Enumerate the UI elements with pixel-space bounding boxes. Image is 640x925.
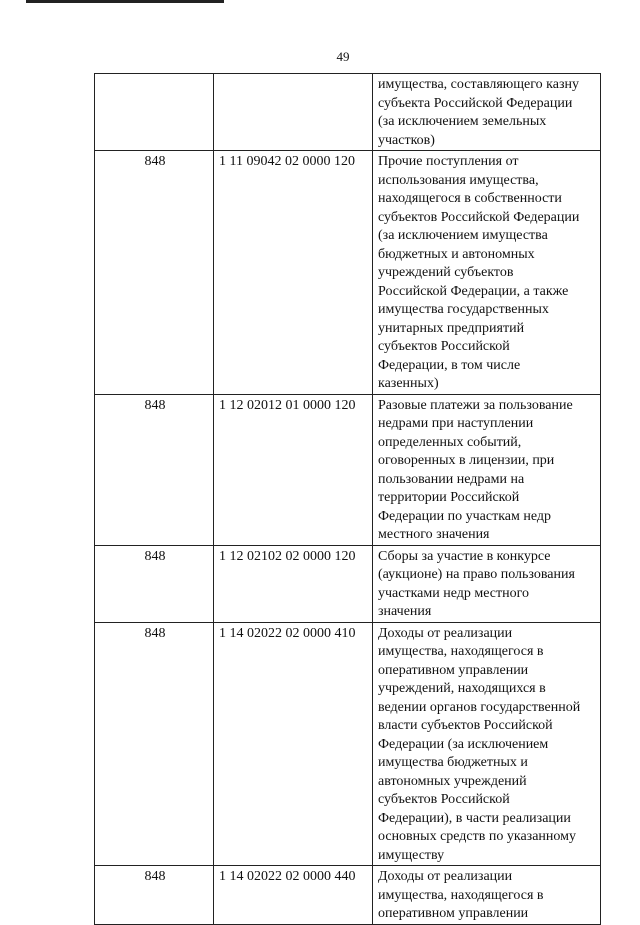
- description-line: Федерации, в том числе: [378, 357, 521, 373]
- description-line: автономных учреждений: [378, 773, 527, 789]
- description-line: субъектов Российской: [378, 792, 510, 807]
- description-line: Федерации по участкам недр: [378, 508, 552, 524]
- description-line: (аукционе) на право пользования: [378, 567, 575, 582]
- description-line: Сборы за участие в конкурсе: [378, 548, 551, 564]
- page-number: 49: [336, 49, 350, 64]
- description-line: имущества государственных: [378, 302, 549, 317]
- description-cell: [373, 151, 601, 395]
- description-line: учреждений субъектов: [378, 265, 514, 280]
- description-line: имущества, составляющего казну: [378, 77, 579, 92]
- description-line: Российской Федерации, а также: [378, 283, 569, 299]
- description-line: недрами при наступлении: [378, 416, 534, 431]
- description-cell: [373, 866, 601, 925]
- table-row: [95, 74, 601, 151]
- admin-code-cell: 848: [95, 622, 214, 866]
- admin-code-cell: 848: [95, 151, 214, 395]
- description-line: участками недр местного: [378, 585, 530, 601]
- description-line: казенных): [378, 376, 439, 391]
- table-row: [95, 622, 601, 866]
- description-line: основных средств по указанному: [378, 829, 576, 844]
- kbk-code-cell: 1 12 02012 01 0000 120: [214, 394, 373, 545]
- description-cell: [373, 545, 601, 622]
- description-line: определенных событий,: [378, 434, 522, 450]
- description-line: (за исключением земельных: [378, 114, 547, 129]
- table-row: [95, 545, 601, 622]
- description-line: Доходы от реализации: [378, 625, 513, 641]
- kbk-code-cell: 1 14 02022 02 0000 440: [214, 866, 373, 925]
- description-line: Федерации (за исключением: [378, 736, 549, 752]
- description-line: субъектов Российской Федерации: [378, 209, 580, 225]
- description-line: оперативном управлении: [378, 906, 529, 921]
- description-line: власти субъектов Российской: [378, 718, 553, 733]
- table-row: [95, 394, 601, 545]
- revenue-codes-table: [94, 73, 601, 925]
- kbk-code-cell: 1 14 02022 02 0000 410: [214, 622, 373, 866]
- description-line: пользовании недрами на: [378, 471, 525, 487]
- table-body: [95, 74, 601, 925]
- table-row: [95, 866, 601, 925]
- description-line: использования имущества,: [378, 172, 539, 188]
- kbk-code-cell: [214, 74, 373, 151]
- description-line: субъекта Российской Федерации: [378, 95, 573, 111]
- description-line: территории Российской: [378, 490, 520, 505]
- admin-code-cell: 848: [95, 545, 214, 622]
- description-line: унитарных предприятий: [378, 320, 525, 336]
- table-row: [95, 151, 601, 395]
- description-cell: [373, 74, 601, 151]
- description-line: имущества, находящегося в: [378, 644, 544, 659]
- description-line: (за исключением имущества: [378, 228, 548, 243]
- description-line: субъектов Российской: [378, 339, 510, 354]
- description-line: учреждений, находящихся в: [378, 681, 546, 696]
- description-cell: [373, 394, 601, 545]
- description-line: значения: [378, 604, 432, 619]
- description-line: оперативном управлении: [378, 662, 529, 678]
- description-line: имущества бюджетных и: [378, 755, 528, 770]
- description-line: Прочие поступления от: [378, 154, 519, 169]
- top-rule: [26, 0, 224, 3]
- description-line: оговоренных в лицензии, при: [378, 453, 555, 468]
- kbk-code-cell: 1 11 09042 02 0000 120: [214, 151, 373, 395]
- description-line: имущества, находящегося в: [378, 887, 544, 903]
- admin-code-cell: 848: [95, 866, 214, 925]
- description-line: находящегося в собственности: [378, 191, 562, 206]
- admin-code-cell: [95, 74, 214, 151]
- kbk-code-cell: 1 12 02102 02 0000 120: [214, 545, 373, 622]
- description-cell: [373, 622, 601, 866]
- description-line: имуществу: [378, 847, 445, 863]
- description-line: ведении органов государственной: [378, 699, 581, 715]
- admin-code-cell: 848: [95, 394, 214, 545]
- description-line: Доходы от реализации: [378, 869, 513, 884]
- description-line: Разовые платежи за пользование: [378, 397, 573, 413]
- description-line: Федерации), в части реализации: [378, 810, 571, 826]
- description-line: участков): [378, 132, 435, 148]
- description-line: бюджетных и автономных: [378, 246, 535, 262]
- description-line: местного значения: [378, 527, 490, 542]
